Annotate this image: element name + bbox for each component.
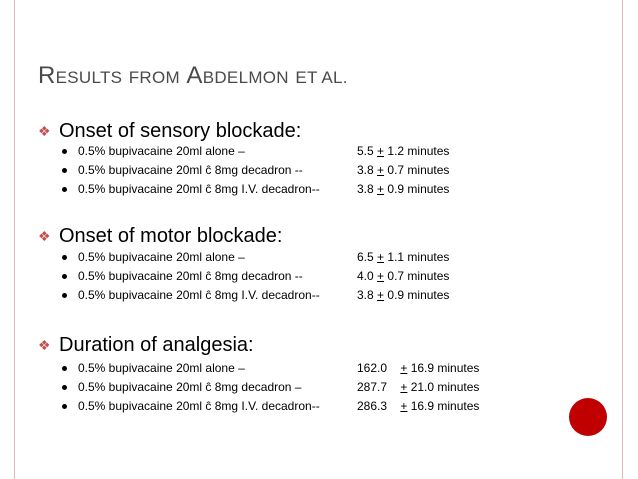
section-heading-sensory [38,120,301,143]
title-w3-cap: A [186,62,203,89]
bullet-dot-icon [62,255,67,260]
row-sd: 21.0 minutes [410,380,480,394]
row-description: 0.5% bupivacaine 20ml ĉ 8mg decadron -- [78,163,303,177]
row-mean: 4.0 [357,269,374,283]
row-result [357,380,479,394]
row-sd: 0.7 minutes [387,163,450,177]
row-sd: 16.9 minutes [410,399,480,413]
bullet-dot-icon [62,366,67,371]
bullet-dot-icon [62,404,67,409]
section-heading-text: Onset of motor blockade: [59,225,283,247]
section-heading-analgesia [38,334,254,357]
row-mean: 287.7 [357,380,388,394]
list-item [62,182,542,196]
row-result [357,182,449,196]
row-description: 0.5% bupivacaine 20ml alone – [78,361,245,375]
row-mean: 286.3 [357,399,388,413]
row-description: 0.5% bupivacaine 20ml ĉ 8mg I.V. decadron-- [78,182,320,196]
row-sd: 0.9 minutes [387,182,450,196]
plus-minus: + [400,380,408,394]
row-mean: 5.5 [357,144,374,158]
row-mean: 3.8 [357,288,374,302]
diamond-bullet-icon: ❖ [38,228,51,244]
row-sd: 0.9 minutes [387,288,450,302]
list-item [62,361,542,375]
title-w1-rest: ESULTS [55,68,123,87]
title-w3-rest: BDELMON [202,68,289,87]
row-mean: 3.8 [357,182,374,196]
plus-minus: + [377,182,385,196]
row-description: 0.5% bupivacaine 20ml alone – [78,250,245,264]
row-result [357,361,479,375]
bullet-dot-icon [62,274,67,279]
section-heading-motor [38,225,282,248]
row-sd: 16.9 minutes [410,361,480,375]
row-result [357,399,479,413]
plus-minus: + [400,361,408,375]
row-result [357,144,449,158]
row-sd: 0.7 minutes [387,269,450,283]
plus-minus: + [377,288,385,302]
plus-minus: + [377,144,385,158]
row-result [357,288,449,302]
row-description: 0.5% bupivacaine 20ml alone – [78,144,245,158]
row-sd: 1.1 minutes [387,250,450,264]
bullet-dot-icon [62,168,67,173]
row-result [357,250,449,264]
plus-minus: + [377,250,385,264]
title-w2: FROM [128,68,180,87]
decorative-circle-icon [569,398,607,436]
row-mean: 162.0 [357,361,388,375]
row-result [357,163,449,177]
list-item [62,288,542,302]
plus-minus: + [377,163,385,177]
list-item [62,250,542,264]
row-sd: 1.2 minutes [387,144,450,158]
row-description: 0.5% bupivacaine 20ml ĉ 8mg decadron – [78,380,302,394]
bullet-dot-icon [62,149,67,154]
section-heading-text: Duration of analgesia: [59,334,254,356]
list-item [62,163,542,177]
title-w1-cap: R [38,62,56,89]
row-description: 0.5% bupivacaine 20ml ĉ 8mg I.V. decadron-- [78,399,320,413]
plus-minus: + [377,269,385,283]
list-item [62,269,542,283]
list-item [62,380,542,394]
row-mean: 6.5 [357,250,374,264]
plus-minus: + [400,399,408,413]
list-item [62,144,542,158]
bullet-dot-icon [62,187,67,192]
row-result [357,269,449,283]
row-description: 0.5% bupivacaine 20ml ĉ 8mg I.V. decadron-- [78,288,320,302]
row-mean: 3.8 [357,163,374,177]
diamond-bullet-icon: ❖ [38,123,51,139]
section-heading-text: Onset of sensory blockade: [59,120,302,142]
bullet-dot-icon [62,293,67,298]
list-item [62,399,542,413]
bullet-dot-icon [62,385,67,390]
diamond-bullet-icon: ❖ [38,337,51,353]
title-w4: ET AL. [295,68,348,87]
slide-title [38,62,348,90]
row-description: 0.5% bupivacaine 20ml ĉ 8mg decadron -- [78,269,303,283]
